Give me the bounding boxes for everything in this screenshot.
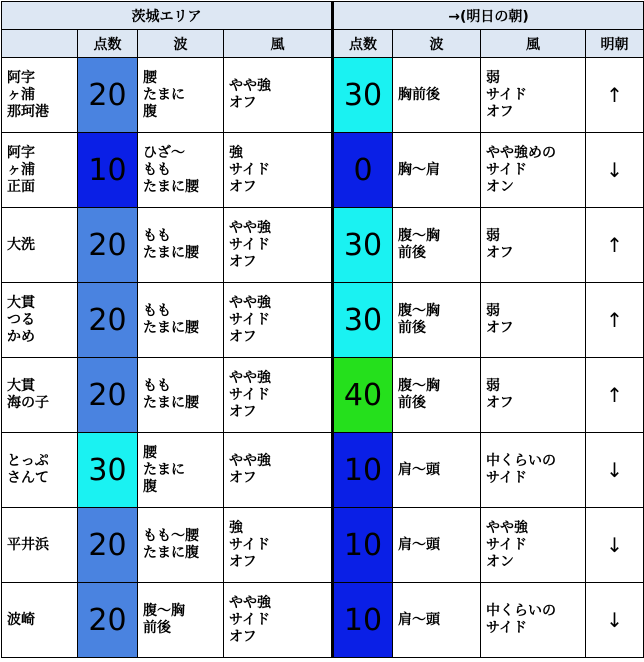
table-row <box>2 583 644 658</box>
tomorrow-score-cell: 0 <box>333 133 393 208</box>
tomorrow-score-cell: 10 <box>333 433 393 508</box>
wave-cell: ひざ～ もも たまに腰 <box>138 133 224 208</box>
tomorrow-wind-cell: 弱 オフ <box>481 358 586 433</box>
tomorrow-wind-cell: 弱 オフ <box>481 208 586 283</box>
tomorrow-wave-cell: 肩～頭 <box>393 583 481 658</box>
tomorrow-score-cell: 10 <box>333 583 393 658</box>
tomorrow-region-header: →(明日の朝) <box>333 2 644 30</box>
area-cell: 大洗 <box>2 208 78 283</box>
tomorrow-score-cell: 30 <box>333 283 393 358</box>
area-cell: 大貫 つる かめ <box>2 283 78 358</box>
area-cell: 阿字 ヶ浦 那珂港 <box>2 58 78 133</box>
tomorrow-score-cell: 30 <box>333 58 393 133</box>
tomorrow-wind-cell: 弱 オフ <box>481 283 586 358</box>
wave-cell: もも たまに腰 <box>138 208 224 283</box>
wave-cell: 腰 たまに 腹 <box>138 58 224 133</box>
wind-cell: やや強 オフ <box>224 58 333 133</box>
tomorrow-wind-cell: 中くらいの サイド <box>481 433 586 508</box>
tomorrow-wave-column-header: 波 <box>393 30 481 58</box>
score-cell: 30 <box>78 433 138 508</box>
tomorrow-wind-column-header: 風 <box>481 30 586 58</box>
tomorrow-wave-cell: 腹～胸 前後 <box>393 283 481 358</box>
wave-cell: もも～腰 たまに腹 <box>138 508 224 583</box>
wave-cell: 腰 たまに 腹 <box>138 433 224 508</box>
wind-cell: やや強 サイド オフ <box>224 208 333 283</box>
tomorrow-wave-cell: 肩～頭 <box>393 508 481 583</box>
area-cell: 阿字 ヶ浦 正面 <box>2 133 78 208</box>
tomorrow-wave-cell: 腹～胸 前後 <box>393 208 481 283</box>
table-row <box>2 58 644 133</box>
tomorrow-wind-cell: 中くらいの サイド <box>481 583 586 658</box>
wind-cell: 強 サイド オフ <box>224 508 333 583</box>
wind-cell: やや強 サイド オフ <box>224 358 333 433</box>
column-header-row <box>2 30 644 58</box>
score-cell: 10 <box>78 133 138 208</box>
trend-arrow-cell: ↑ <box>586 283 644 358</box>
surf-forecast-table <box>1 1 644 658</box>
area-cell: 平井浜 <box>2 508 78 583</box>
tomorrow-wind-cell: やや強 サイド オン <box>481 508 586 583</box>
wave-cell: 腹～胸 前後 <box>138 583 224 658</box>
score-cell: 20 <box>78 508 138 583</box>
tomorrow-wave-cell: 胸前後 <box>393 58 481 133</box>
table-row <box>2 283 644 358</box>
tomorrow-score-cell: 10 <box>333 508 393 583</box>
table-row <box>2 508 644 583</box>
area-cell: 大貫 海の子 <box>2 358 78 433</box>
tomorrow-score-column-header: 点数 <box>333 30 393 58</box>
area-cell: 波崎 <box>2 583 78 658</box>
trend-arrow-cell: ↓ <box>586 508 644 583</box>
table-row <box>2 133 644 208</box>
tomorrow-score-cell: 40 <box>333 358 393 433</box>
wave-cell: もも たまに腰 <box>138 358 224 433</box>
trend-arrow-cell: ↓ <box>586 583 644 658</box>
area-column-header <box>2 30 78 58</box>
region-header-row <box>2 2 644 30</box>
today-region-header: 茨城エリア <box>2 2 333 30</box>
score-cell: 20 <box>78 358 138 433</box>
tomorrow-wave-cell: 腹～胸 前後 <box>393 358 481 433</box>
trend-arrow-cell: ↓ <box>586 133 644 208</box>
tomorrow-wave-cell: 肩～頭 <box>393 433 481 508</box>
wind-cell: やや強 オフ <box>224 433 333 508</box>
wave-column-header: 波 <box>138 30 224 58</box>
score-cell: 20 <box>78 208 138 283</box>
trend-arrow-cell: ↓ <box>586 433 644 508</box>
tomorrow-wind-cell: やや強めの サイド オン <box>481 133 586 208</box>
wave-cell: もも たまに腰 <box>138 283 224 358</box>
score-column-header: 点数 <box>78 30 138 58</box>
wind-cell: やや強 サイド オフ <box>224 583 333 658</box>
score-cell: 20 <box>78 58 138 133</box>
wind-cell: 強 サイド オフ <box>224 133 333 208</box>
area-cell: とっぷ さんて <box>2 433 78 508</box>
trend-column-header: 明朝 <box>586 30 644 58</box>
table-row <box>2 208 644 283</box>
score-cell: 20 <box>78 283 138 358</box>
tomorrow-wind-cell: 弱 サイド オフ <box>481 58 586 133</box>
trend-arrow-cell: ↑ <box>586 58 644 133</box>
trend-arrow-cell: ↑ <box>586 208 644 283</box>
table-row <box>2 358 644 433</box>
tomorrow-score-cell: 30 <box>333 208 393 283</box>
trend-arrow-cell: ↑ <box>586 358 644 433</box>
tomorrow-wave-cell: 胸～肩 <box>393 133 481 208</box>
table-row <box>2 433 644 508</box>
wind-cell: やや強 サイド オフ <box>224 283 333 358</box>
wind-column-header: 風 <box>224 30 333 58</box>
score-cell: 20 <box>78 583 138 658</box>
